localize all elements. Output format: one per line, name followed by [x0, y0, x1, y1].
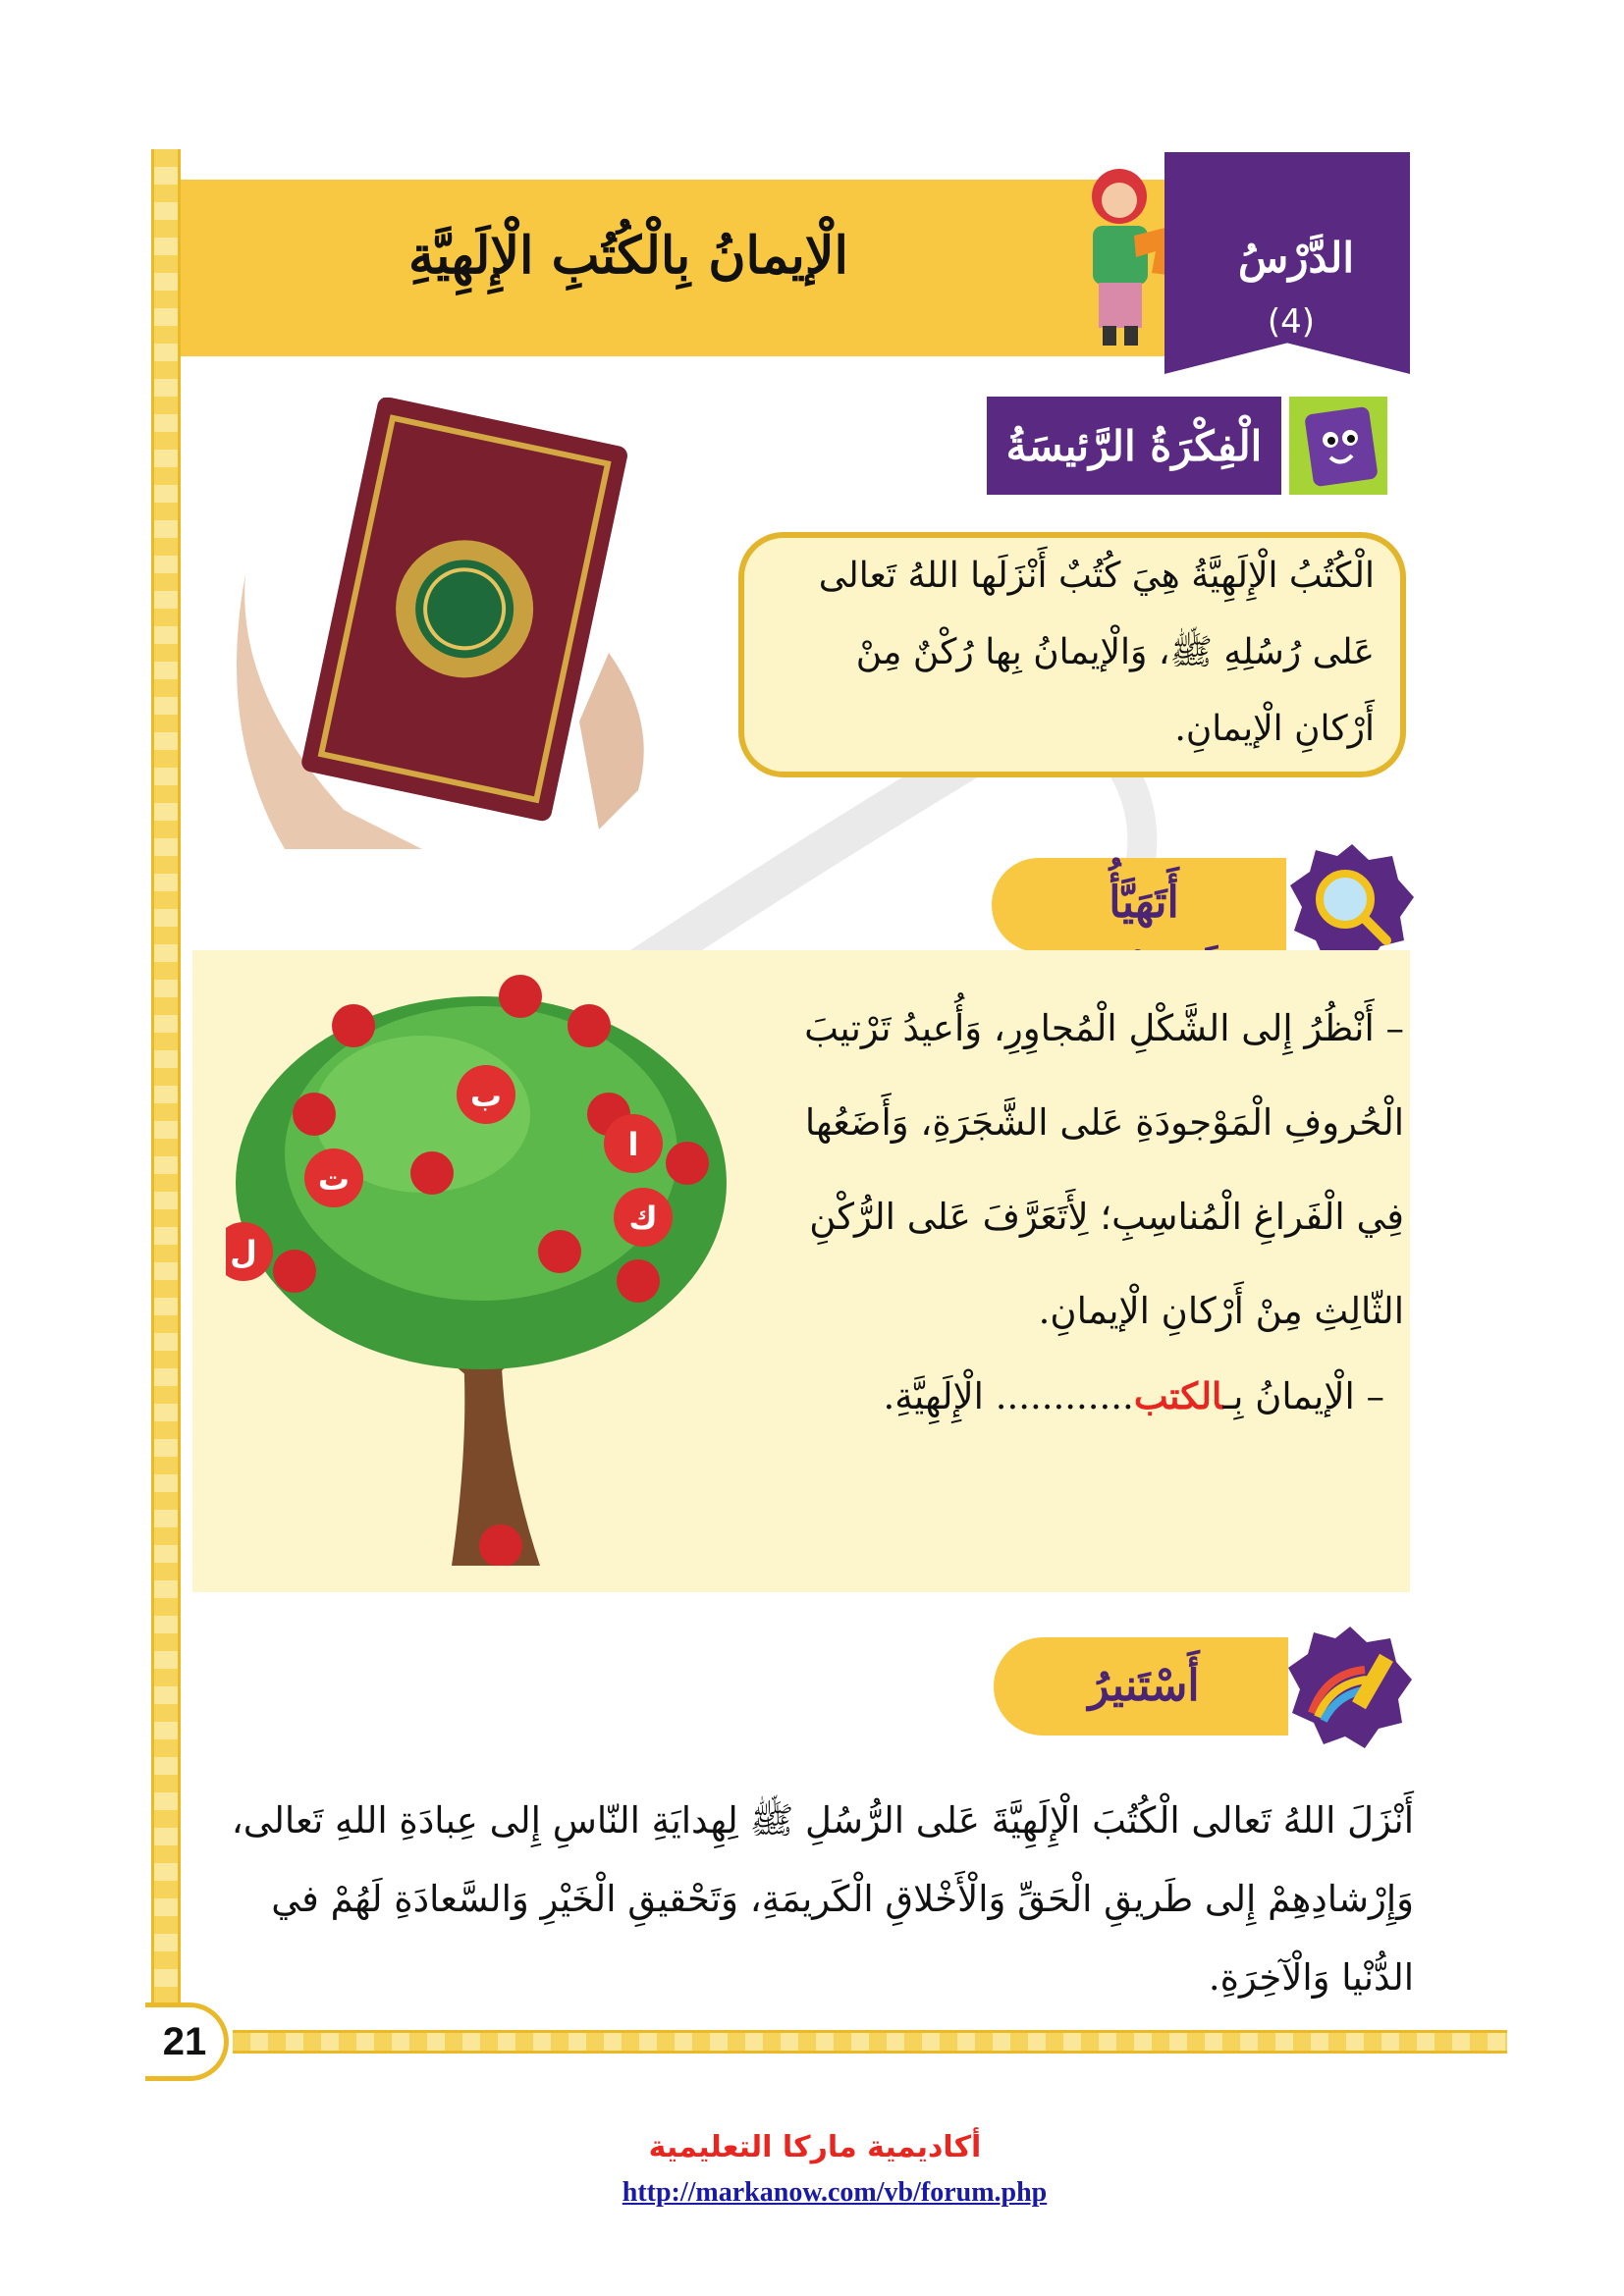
apple-tree-illustration [226, 957, 736, 1566]
lesson-number: (4) [1267, 302, 1316, 342]
fill-answer: الكتب [1133, 1374, 1223, 1417]
tree-letter: ا [627, 1126, 639, 1163]
page-number: 21 [145, 2002, 229, 2081]
fill-prefix: – الْإيمانُ بِـ [1222, 1375, 1384, 1417]
page-border-left [151, 149, 181, 2017]
pencil-rainbow-icon [1286, 1625, 1414, 1752]
explore-instruction: – أَنْظُرُ إِلى الشَّكْلِ الْمُجاوِرِ، وَأُعيدُ تَرْتيبَ الْحُروفِ الْمَوْجودَةِ عَلى الشَّجَرَةِ، وَأَضَعُها فِي الْفَراغِ الْمُناسِبِ؛ لِأَتَعَرَّفَ عَلى الرُّكْنِ الثّالِثِ مِنْ أَرْكانِ الْإيمانِ. [804, 1007, 1404, 1332]
fill-suffix: الْإِلَهِيَّةِ. [883, 1375, 996, 1417]
main-idea-text: الْكُتُبُ الْإِلَهِيَّةُ هِيَ كُتُبٌ أَنْزَلَها اللهُ تَعالى عَلى رُسُلِهِ ﷺ، وَالْإيمانُ بِها رُكْنٌ مِنْ أَرْكانِ الْإيمانِ. [818, 556, 1375, 749]
tree-letter: ب [469, 1077, 503, 1114]
lesson-label: الدَّرْسُ [1237, 234, 1355, 282]
notebook-icon [1289, 397, 1387, 495]
page-border-bottom [233, 2030, 1507, 2054]
footer-academy-name: أكاديمية ماركا التعليمية [648, 2130, 982, 2164]
tree-letter: ل [230, 1234, 257, 1271]
quran-book-image [226, 398, 668, 849]
fill-in-sentence [844, 1374, 1384, 1433]
explore-label: أَتَهَيَّأُ [1109, 878, 1179, 928]
main-idea-label: الْفِكْرَةُ الرَّئيسَةُ [987, 397, 1281, 495]
reflect-text: أَنْزَلَ اللهُ تَعالى الْكُتُبَ الْإِلَهِيَّةَ عَلى الرُّسُلِ ﷺ لِهِدايَةِ النّاسِ إِلى عِبادَةِ اللهِ تَعالى، وَإِرْشادِهِمْ إِلى طَريقِ الْحَقِّ وَالْأَخْلاقِ الْكَريمَةِ، وَتَحْقيقِ الْخَيْرِ وَالسَّعادَةِ لَهُمْ في الدُّنْيا وَالْآخِرَةِ. [231, 1799, 1414, 1999]
reflect-label: أَسْتَنيرُ [1088, 1661, 1200, 1711]
fill-dots: ............ [995, 1375, 1134, 1417]
tree-letter: ك [628, 1200, 658, 1237]
footer-link[interactable]: http://markanow.com/vb/forum.php [622, 2177, 1048, 2208]
lesson-title: الْإيمانُ بِالْكُتُبِ الْإِلَهِيَّةِ [408, 226, 848, 286]
tree-letter: ت [317, 1160, 351, 1198]
